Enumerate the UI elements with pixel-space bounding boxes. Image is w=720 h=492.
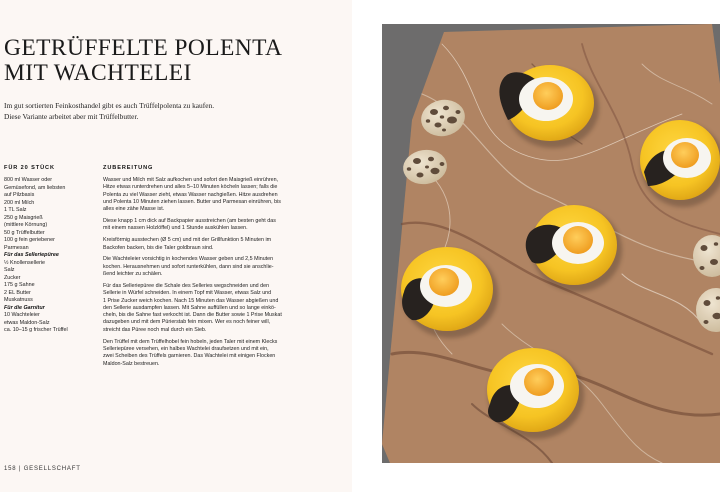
- preparation-line: Polenta zu viel Wasser zieht, etwas Wasser nachgießen. Hitze ausdrehen: [103, 191, 278, 198]
- ingredients-garnish-list: [4, 312, 94, 335]
- preparation-line: Maldon-Salz bestreuen.: [103, 360, 160, 367]
- preparation-step: [103, 218, 301, 233]
- preparation-line: Kreisförmig ausstechen (Ø 5 cm) und mit der Grillfunktion 5 Minuten im: [103, 237, 272, 244]
- ingredient-item: Salz: [4, 267, 15, 273]
- ingredients-column: [4, 165, 94, 335]
- preparation-line: streicht das Püree noch mal durch ein Sieb.: [103, 326, 207, 333]
- ingredient-item: 175 g Sahne: [4, 282, 35, 288]
- preparation-line: und Polenta 10 Minuten ziehen lassen. Butter und Parmesan einrühren, bis: [103, 198, 281, 205]
- ingredient-item: ½ Knollensellerie: [4, 259, 46, 266]
- preparation-line: Selleriepüree versehen, ein halbes Wachtelei draufsetzen und mit ein,: [103, 345, 269, 352]
- photo-highlight: [382, 24, 720, 463]
- recipe-title-line-2: MIT WACHTELEI: [4, 60, 192, 86]
- preparation-steps: [103, 177, 301, 368]
- ingredient-item: 100 g fein geriebener: [4, 237, 55, 243]
- preparation-line: 1 Prise Zucker weich kochen. Nach 15 Minuten das Wasser abgießen und: [103, 297, 279, 304]
- ingredient-item: etwas Maldon-Salz: [4, 319, 50, 326]
- ingredient-item: 200 ml Milch: [4, 199, 35, 206]
- preparation-line: dazugeben und mit dem Pürierstab fein mixen. Wer es noch feiner will,: [103, 319, 271, 326]
- preparation-line: ßend leichter zu schälen.: [103, 271, 163, 278]
- right-page: [352, 0, 720, 492]
- preparation-column: [103, 165, 301, 372]
- recipe-intro-line-2: Diese Variante arbeitet aber mit Trüffelbutter.: [4, 111, 139, 121]
- ingredient-item: 50 g Trüffelbutter: [4, 229, 45, 236]
- ingredient-item: 10 Wachteleier: [4, 312, 40, 318]
- ingredient-item: Zucker: [4, 274, 21, 281]
- recipe-photo: [382, 24, 720, 463]
- section-name: GESELLSCHAFT: [23, 466, 81, 472]
- recipe-title: [4, 36, 282, 86]
- preparation-step: [103, 339, 301, 368]
- ingredient-item: 2 EL Butter: [4, 289, 31, 296]
- ingredients-puree-heading: Für das Selleriepüree: [4, 252, 59, 258]
- preparation-step: [103, 237, 301, 252]
- preparation-heading: ZUBEREITUNG: [103, 165, 154, 171]
- page-number: 158: [4, 466, 17, 472]
- preparation-line: Die Wachteleier vorsichtig in kochendes Wasser geben und 2,5 Minuten: [103, 256, 274, 263]
- folio-separator: |: [18, 466, 22, 472]
- preparation-line: Den Trüffel mit dem Trüffelhobel fein hobeln, jeden Taler mit einem Klecks: [103, 338, 278, 345]
- preparation-line: Wasser und Milch mit Salz aufkochen und sofort den Maisgrieß einrühren,: [103, 177, 279, 183]
- preparation-line: Backofen backen, bis die Taler goldbraun sind.: [103, 244, 214, 251]
- preparation-line: Sellerie in Würfel schneiden. In einem Topf mit Wasser, etwas Salz und: [103, 290, 272, 297]
- preparation-line: alles eine zähe Masse ist.: [103, 206, 165, 213]
- ingredient-item: Parmesan: [4, 244, 29, 251]
- preparation-step: [103, 256, 301, 278]
- ingredient-item: 250 g Maisgrieß: [4, 214, 43, 221]
- preparation-line: cheln, bis die Sahne fast verkocht ist. Dann die Butter sowie 1 Prise Muskat: [103, 312, 282, 319]
- ingredients-puree-list: [4, 260, 94, 305]
- preparation-line: den Sellerie ausdampfen lassen. Mit Sahne auffüllen und so lange einkö-: [103, 304, 276, 311]
- preparation-line: zwei Scheiben des Trüffels garnieren. Das Wachtelei mit einigen Flocken: [103, 353, 276, 360]
- recipe-intro-line-1: Im gut sortierten Feinkosthandel gibt es auch Trüffelpolenta zu kaufen.: [4, 101, 215, 110]
- preparation-step: [103, 177, 301, 213]
- ingredient-item: 800 ml Wasser oder: [4, 177, 53, 183]
- ingredient-item: 1 TL Salz: [4, 207, 27, 213]
- ingredient-item: ca. 10–15 g frischer Trüffel: [4, 327, 68, 333]
- preparation-step: [103, 283, 301, 334]
- preparation-line: Hitze etwas runterdrehen und alles 5–10 Minuten köcheln lassen; falls die: [103, 184, 278, 191]
- ingredient-item: Gemüsefond, am liebsten: [4, 184, 66, 191]
- ingredients-garnish-heading: Für die Garnitur: [4, 304, 45, 311]
- ingredients-heading: FÜR 20 STÜCK: [4, 165, 55, 171]
- recipe-title-line-1: GETRÜFFELTE POLENTA: [4, 35, 283, 61]
- left-page: [0, 0, 352, 492]
- ingredient-item: (mittlere Körnung): [4, 222, 48, 228]
- preparation-line: Für das Selleriepüree die Schale des Selleries wegschneiden und den: [103, 282, 270, 289]
- ingredient-item: Muskatnuss: [4, 297, 33, 303]
- preparation-line: Diese knapp 1 cm dick auf Backpapier ausstreichen (am besten geht das: [103, 218, 276, 225]
- ingredient-item: auf Pilzbasis: [4, 192, 35, 198]
- preparation-line: kochen. Herausnehmen und sofort runterkühlen, dann sind sie anschlie-: [103, 263, 274, 270]
- preparation-line: mit einem nassen Holzlöffel) und 1 Stunde auskühlen lassen.: [103, 225, 248, 232]
- recipe-intro: [4, 101, 334, 122]
- page-folio: [4, 466, 81, 472]
- ingredients-main-list: [4, 177, 94, 252]
